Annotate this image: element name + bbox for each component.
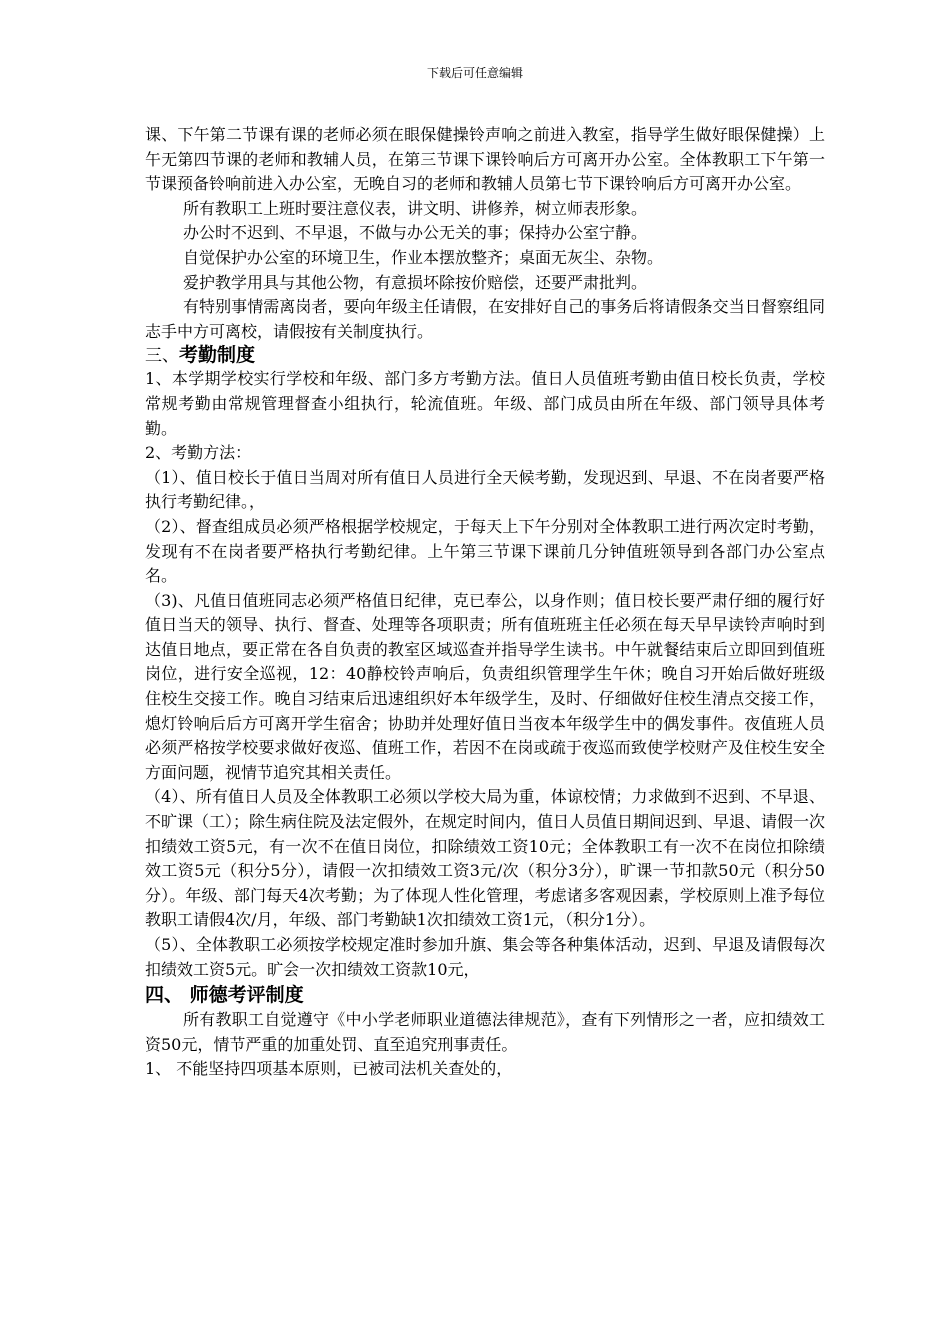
- paragraph-punctuality: 办公时不迟到、不早退，不做与办公无关的事；保持办公室宁静。: [183, 223, 648, 243]
- attendance-method-4: （4）、所有值日人员及全体教职工必须以学校大局为重，体谅校情；力求做到不迟到、不早退、不旷课（工）；除生病住院及法定假外，在规定时间内，值日人员值日期间迟到、早退、请假一次扣绩效工资5元，有一次不在值日岗位，扣除绩效工资10元；全体教职工有一次不在岗位扣除绩效工资5元（积分5分），请假一次扣绩效工资3元/次（积分3分），旷课一节扣款50元（积分50分）。年级、部门每天4次考勤；为了体现人性化管理，考虑诸多客观因素，学校原则上准予每位教职工请假4次/月，年级、部门考勤缺1次扣绩效工资1元，（积分1分）。: [145, 787, 826, 930]
- paragraph-property: 爱护教学用具与其他公物，有意损坏除按价赔偿，还要严肃批判。: [183, 272, 648, 292]
- paragraph-continuation: 课、下午第二节课有课的老师必须在眼保健操铃声响之前进入教室，指导学生做好眼保健操）上午无第四节课的老师和教辅人员，在第三节课下课铃响后方可离开办公室。全体教职工下午第一节课预备铃响前进入办公室，无晚自习的老师和教辅人员第七节下课铃响后方可离开办公室。: [145, 125, 825, 194]
- section-title: 考勤制度: [179, 344, 256, 367]
- attendance-method-2: （2）、督查组成员必须严格根据学校规定，于每天上下午分别对全体教职工进行两次定时考勤，发现有不在岗者要严格执行考勤纪律。上午第三节课下课前几分钟值班领导到各部门办公室点名。: [145, 516, 825, 586]
- section-heading-ethics: 四、 师德考评制度: [145, 984, 304, 1007]
- section-number: 三、: [145, 346, 179, 367]
- paragraph-leave: 有特别事情需离岗者，要向年级主任请假，在安排好自己的事务后将请假条交当日督察组同志手中方可离校，请假按有关制度执行。: [145, 297, 825, 341]
- paragraph-hygiene: 自觉保护办公室的环境卫生，作业本摆放整齐；桌面无灰尘、杂物。: [183, 247, 664, 267]
- page-header: 下载后可任意编辑: [426, 66, 523, 80]
- attendance-method-3: （3)、凡值日值班同志必须严格值日纪律，克已奉公，以身作则；值日校长要严肃仔细的履行好值日当天的领导、执行、督查、处理等各项职责；所有值班班主任必须在每天早早读铃声响时到达值日地点，要正常在各自负责的教室区域巡查并指导学生读书。中午就餐结束后立即回到值班岗位，进行安全巡视，12：40静校铃声响后，负责组织管理学生午休；晚自习开始后做好班级住校生交接工作。晚自习结束后迅速组织好本年级学生，及时、仔细做好住校生清点交接工作，熄灯铃响后后方可离开学生宿舍；协助并处理好值日当夜本年级学生中的偶发事件。夜值班人员必须严格按学校要求做好夜巡、值班工作，若因不在岗或疏于夜巡而致使学校财产及住校生安全方面问题，视情节追究其相关责任。: [145, 590, 825, 782]
- attendance-item-2: 2、考勤方法：: [145, 443, 252, 463]
- ethics-item-1: 1、 不能坚持四项基本原则，已被司法机关查处的，: [145, 1059, 513, 1079]
- ethics-intro: 所有教职工自觉遵守《中小学老师职业道德法律规范》，查有下列情形之一者，应扣绩效工资50元，情节严重的加重处罚、直至追究刑事责任。: [145, 1010, 825, 1054]
- paragraph-appearance: 所有教职工上班时要注意仪表，讲文明、讲修养，树立师表形象。: [183, 198, 648, 218]
- section-heading-attendance: [145, 344, 825, 367]
- attendance-item-1: 1、本学期学校实行学校和年级、部门多方考勤方法。值日人员值班考勤由值日校长负责，学校常规考勤由常规管理督查小组执行，轮流值班。年级、部门成员由所在年级、部门领导具体考勤。: [145, 369, 825, 438]
- attendance-method-5: （5）、全体教职工必须按学校规定准时参加升旗、集会等各种集体活动，迟到、早退及请假每次扣绩效工资5元。旷会一次扣绩效工资款10元，: [145, 935, 825, 979]
- document-body: [145, 123, 825, 1082]
- attendance-method-1: （1）、值日校长于值日当周对所有值日人员进行全天候考勤，发现迟到、早退、不在岗者要严格执行考勤纪律。，: [145, 467, 825, 512]
